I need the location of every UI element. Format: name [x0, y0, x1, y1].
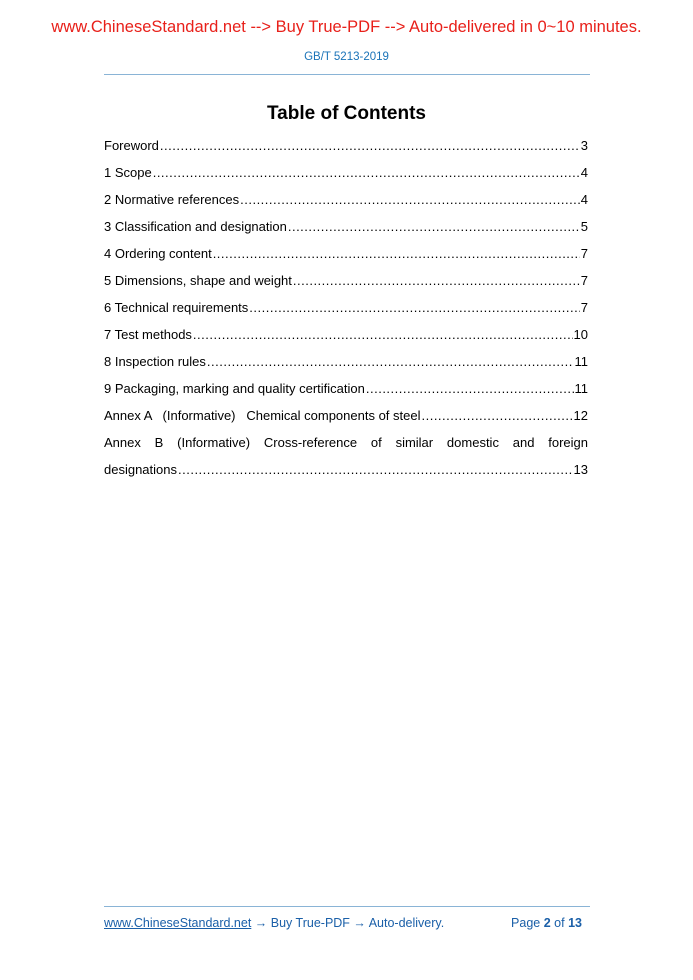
toc-title: Table of Contents [266, 103, 427, 124]
toc-entry-normative-references[interactable] [104, 192, 588, 219]
page-total: 13 [568, 916, 582, 930]
toc-entry-label: designations [104, 462, 177, 477]
toc-entry-page: 3 [580, 138, 588, 153]
toc-entry-label: 9 Packaging, marking and quality certification [104, 381, 365, 396]
toc-entry-test-methods[interactable] [104, 327, 588, 354]
toc-entry-page: 12 [573, 408, 588, 423]
toc-dot-leader [207, 354, 574, 370]
toc-dot-leader [421, 408, 572, 424]
toc-dot-leader [153, 165, 580, 181]
toc-entry-label: 7 Test methods [104, 327, 192, 342]
page-word: Page [511, 916, 541, 930]
toc-dot-leader [193, 327, 573, 343]
toc-entry-page: 11 [574, 354, 588, 369]
toc-entry-page: 7 [580, 300, 588, 315]
toc-entry-classification[interactable] [104, 219, 588, 246]
toc-entry-page: 11 [574, 381, 588, 396]
toc-entry-label: Foreword [104, 138, 159, 153]
table-of-contents [104, 138, 588, 489]
toc-entry-page: 10 [573, 327, 588, 342]
toc-entry-page: 13 [573, 462, 588, 477]
toc-dot-leader [293, 273, 580, 289]
toc-dot-leader [213, 246, 580, 262]
toc-dot-leader [178, 462, 573, 478]
toc-dot-leader [249, 300, 579, 316]
promo-banner[interactable]: www.ChineseStandard.net --> Buy True-PDF --> Auto-delivered in 0~10 minutes. [51, 18, 642, 36]
toc-entry-page: 7 [580, 246, 588, 261]
toc-entry-label: 1 Scope [104, 165, 152, 180]
toc-dot-leader [240, 192, 580, 208]
toc-entry-page: 4 [580, 165, 588, 180]
toc-entry-label: 3 Classification and designation [104, 219, 287, 234]
toc-entry-label: 4 Ordering content [104, 246, 212, 261]
toc-entry-label: Annex A (Informative) Chemical components of steel [104, 408, 421, 423]
toc-entry-technical-requirements[interactable] [104, 300, 588, 327]
toc-entry-label: 8 Inspection rules [104, 354, 206, 369]
toc-entry-annex-a[interactable] [104, 408, 588, 435]
toc-entry-label: 6 Technical requirements [104, 300, 249, 315]
toc-entry-annex-b-line2[interactable] [104, 462, 588, 489]
toc-entry-foreword[interactable] [104, 138, 588, 165]
toc-entry-scope[interactable] [104, 165, 588, 192]
toc-dot-leader [160, 138, 580, 154]
toc-entry-page: 4 [580, 192, 588, 207]
toc-entry-label: Annex B (Informative) Cross-reference of similar domestic and foreign [104, 435, 588, 450]
page-indicator [511, 916, 582, 930]
toc-entry-packaging[interactable] [104, 381, 588, 408]
toc-entry-inspection-rules[interactable] [104, 354, 588, 381]
document-id: GB/T 5213-2019 [304, 51, 389, 63]
toc-entry-label: 2 Normative references [104, 192, 240, 207]
footer-link[interactable]: www.ChineseStandard.net [104, 916, 252, 930]
toc-entry-page: 7 [580, 273, 588, 288]
page-footer [104, 916, 588, 930]
toc-entry-annex-b-line1[interactable] [104, 435, 588, 462]
toc-entry-page: 5 [580, 219, 588, 234]
footer-tagline: → Buy True-PDF → Auto-delivery. [251, 916, 445, 930]
toc-entry-ordering-content[interactable] [104, 246, 588, 273]
toc-entry-dimensions[interactable] [104, 273, 588, 300]
toc-entry-label: 5 Dimensions, shape and weight [104, 273, 292, 288]
footer-divider [104, 906, 590, 907]
toc-dot-leader [288, 219, 580, 235]
page-current: 2 [543, 916, 551, 930]
toc-dot-leader [366, 381, 574, 397]
page-of: of [554, 916, 565, 930]
header-divider [104, 74, 590, 75]
